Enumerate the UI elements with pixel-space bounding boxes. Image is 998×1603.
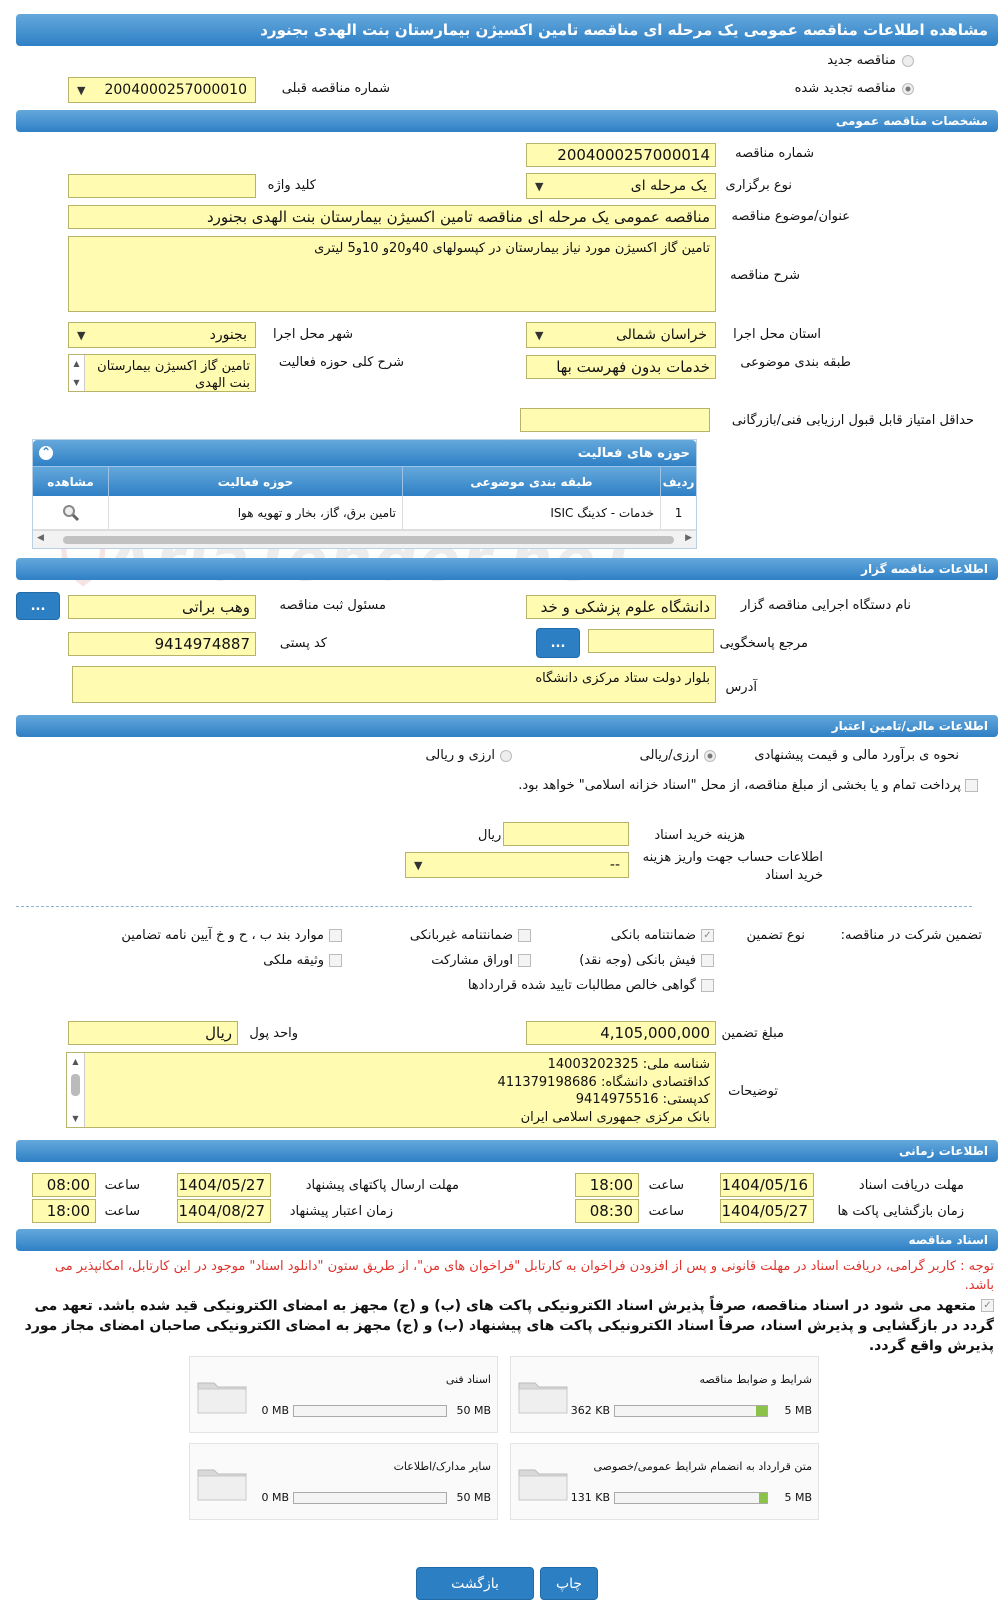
postal-code-label: کد پستی [279,636,327,651]
valid-date-field [177,1199,271,1223]
document-card[interactable] [189,1356,498,1433]
scroll-right-icon[interactable]: ▶ [685,533,692,543]
notes-line: شناسه ملی: 14003202325 [547,1057,710,1072]
docs-section-header [16,1229,998,1251]
property-checkbox[interactable] [329,954,342,967]
tender-number-value: 2004000257000014 [557,146,710,164]
row-number: 1 [660,496,696,529]
document-size-fill [759,1493,767,1503]
time-label: ساعت [104,1178,140,1193]
new-tender-radio[interactable] [902,55,914,67]
activity-desc-label: شرح کلی حوزه فعالیت [278,355,404,370]
document-name: متن قرارداد به انضمام شرایط عمومی/خصوصی [593,1460,812,1473]
time-label: ساعت [648,1204,684,1219]
clauses-label: موارد بند ب ، ح و خ آیین نامه تضامین [121,928,324,943]
bonds-checkbox[interactable] [518,954,531,967]
page-title [16,14,998,46]
collapse-icon[interactable]: ⌃ [40,445,52,459]
folder-icon [196,1462,248,1506]
col-field: حوزه فعالیت [108,467,402,496]
activities-grid-title: حوزه های فعالیت [577,445,690,461]
scroll-down-icon[interactable]: ▼ [73,378,80,387]
guarantee-amount-value: 4,105,000,000 [600,1024,710,1042]
timing-section-title: اطلاعات زمانی [899,1144,988,1158]
reference-label: مرجع پاسخگویی [719,636,808,651]
option-rial[interactable] [640,748,716,763]
back-label: بازگشت [451,1575,499,1592]
address-label: آدرس [725,680,757,695]
tender-type-select[interactable] [526,173,716,199]
notes-line: کدپستی: 9414975516 [575,1092,710,1107]
guarantee-amount-label: مبلغ تضمین [721,1026,784,1041]
nonbank-guarantee-label: ضمانتنامه غیربانکی [409,928,513,943]
estimate-label: نحوه ی برآورد مالی و قیمت پیشنهادی [754,748,959,763]
open-date-field [720,1199,814,1223]
activity-desc-field[interactable] [68,354,256,392]
receive-time-value: 18:00 [589,1176,633,1194]
scroll-up-icon[interactable]: ▲ [73,359,80,368]
category-label: طبقه بندی موضوعی [740,355,851,370]
tender-type-value: یک مرحله ای [630,178,707,194]
city-label: شهر محل اجرا [273,327,353,342]
city-select[interactable] [68,322,256,348]
rial-label: ارزی/ریالی [639,748,699,763]
cash-checkbox[interactable] [701,954,714,967]
tender-type-label: نوع برگزاری [725,178,792,193]
renewed-tender-label: مناقصه تجدید شده [794,81,896,96]
chevron-down-icon: ▼ [77,83,86,97]
time-label: ساعت [104,1204,140,1219]
prev-number-value: 2004000257000010 [104,82,247,98]
guarantee-type-label: نوع تضمین [746,928,805,943]
document-max-size: 5 MB [784,1404,812,1417]
responsible-label: مسئول ثبت مناقصه [279,598,386,613]
finance-section-header [16,715,998,737]
keyword-label: کلید واژه [267,178,316,193]
print-button[interactable] [540,1567,598,1600]
activities-columns [33,466,696,496]
doc-fee-label: هزینه خرید اسناد [654,828,745,843]
currency-label: واحد پول [249,1026,298,1041]
document-card[interactable] [510,1356,819,1433]
scroll-left-icon[interactable]: ◀ [37,533,44,543]
document-max-size: 50 MB [456,1491,491,1504]
folder-icon [196,1375,248,1419]
reference-lookup-button[interactable] [536,628,580,658]
scroll-up-icon[interactable]: ▲ [72,1057,79,1066]
general-section-header [16,110,998,132]
fx-radio[interactable] [500,750,512,762]
address-value: بلوار دولت ستاد مرکزی دانشگاه [535,671,710,686]
city-value: بجنورد [209,327,247,343]
view-icon[interactable] [33,496,108,529]
organizer-name-label: نام دستگاه اجرایی مناقصه گزار [740,598,911,613]
open-time-field [575,1199,639,1223]
description-field [68,236,716,312]
notes-line: کداقتصادی دانشگاه: 411379198686 [497,1074,710,1090]
currency-value: ریال [205,1024,232,1042]
valid-time-value: 18:00 [46,1202,90,1220]
tender-number-label: شماره مناقصه [735,146,814,161]
treasury-option[interactable] [518,777,978,795]
reference-field [588,629,714,653]
document-name: شرایط و ضوابط مناقصه [699,1373,812,1386]
table-row [33,496,696,530]
treasury-text: پرداخت تمام و یا بخشی از مبلغ مناقصه، از محل "اسناد خزانه اسلامی" خواهد بود. [518,778,961,793]
bonds-option[interactable] [431,953,531,968]
account-select[interactable] [405,852,629,878]
document-max-size: 5 MB [784,1491,812,1504]
category-field [526,355,716,379]
organizer-section-header [16,558,998,580]
clauses-checkbox[interactable] [329,929,342,942]
print-label: چاپ [555,1575,583,1592]
receive-date-value: 1404/05/16 [721,1176,808,1194]
validity-label: زمان اعتبار پیشنهاد [289,1204,393,1219]
docs-section-title: اسناد مناقصه [908,1233,988,1247]
organizer-section-title: اطلاعات مناقصه گزار [861,562,988,576]
opening-time-label: زمان بازگشایی پاکت ها [837,1204,964,1219]
notes-line: بانک مرکزی جمهوری اسلامی ایران [520,1109,710,1125]
send-date-field [177,1173,271,1197]
option-fx[interactable] [425,748,512,763]
organizer-name-value: دانشگاه علوم پزشکی و خد [540,598,710,616]
document-size-bar [293,1492,447,1504]
notes-field[interactable] [66,1052,716,1128]
renewed-tender-radio[interactable] [902,83,914,95]
row-field: تامین برق، گاز، بخار و تهویه هوا [108,496,402,529]
description-value: تامین گاز اکسیژن مورد نیاز بیمارستان در کپسولهای 40و20و 10و5 لیتری [314,241,710,256]
prev-number-label: شماره مناقصه قبلی [281,81,390,96]
scroll-thumb[interactable] [71,1074,80,1096]
cash-option[interactable] [579,953,714,968]
property-option[interactable] [263,953,342,968]
send-time-field [32,1173,96,1197]
document-card[interactable] [510,1443,819,1520]
horizontal-scrollbar[interactable] [33,530,696,548]
province-select[interactable] [526,322,716,348]
send-time-value: 08:00 [46,1176,90,1194]
keyword-field[interactable] [68,174,256,198]
docs-note: توجه : کاربر گرامی، دریافت اسناد در مهلت قانونی و پس از افزودن فراخوان به کارتابل "فراخوان های من"، از طریق ستون "دانلود اسناد" موجود در این کارتابل، امکانپذیر می باشد. [54,1259,994,1293]
commit-text [24,1296,994,1356]
open-time-value: 08:30 [589,1202,633,1220]
responsible-field [68,595,256,619]
document-size: 362 KB [570,1404,610,1417]
chevron-down-icon: ▼ [535,179,544,193]
activity-desc-value: تامین گاز اکسیژن بیمارستان بنت الهدی [97,359,250,391]
organizer-name-field [526,595,716,619]
doc-fee-field [503,822,629,846]
postal-code-value: 9414974887 [154,635,250,653]
responsible-lookup-button[interactable] [16,592,60,620]
new-tender-option[interactable] [827,53,914,68]
send-date-value: 1404/05/27 [178,1176,265,1194]
nonbank-guarantee-option[interactable] [410,928,531,943]
responsible-lookup-label: ... [30,598,46,614]
document-name: سایر مدارک/اطلاعات [393,1460,491,1473]
nonbank-guarantee-checkbox[interactable] [518,929,531,942]
valid-date-value: 1404/08/27 [178,1202,265,1220]
province-label: استان محل اجرا [733,327,821,342]
guarantee-amount-field [526,1021,716,1045]
reference-lookup-label: ... [550,635,566,651]
open-date-value: 1404/05/27 [721,1202,808,1220]
doc-fee-unit: ریال [478,828,502,843]
fx-label: ارزی و ریالی [425,748,495,763]
new-tender-label: مناقصه جدید [827,53,896,68]
document-size-bar [614,1492,768,1504]
folder-icon [517,1462,569,1506]
chevron-down-icon: ▼ [414,858,423,872]
treasury-checkbox[interactable] [965,779,978,792]
document-size: 0 MB [261,1491,289,1504]
send-deadline-label: مهلت ارسال پاکتهای پیشنهاد [305,1178,459,1193]
description-label: شرح مناقصه [730,268,800,283]
folder-icon [517,1375,569,1419]
receive-time-field [575,1173,639,1197]
claims-option[interactable] [468,978,714,993]
subject-field [68,205,716,229]
min-score-label: حداقل امتیاز قابل قبول ارزیابی فنی/بازرگانی [731,413,974,428]
timing-section-header [16,1140,998,1162]
prev-number-select[interactable] [68,77,256,103]
commit-label: متعهد می شود در اسناد مناقصه، صرفاً پذیرش اسناد الکترونیکی پاکت های (ب) و (ج) مجهز به امضای الکترونیکی قید شده باشد. تعهد می گردد در بازگشایی و پذیرش اسناد، صرفاً اسناد الکترونیکی پاکت های پیشنهاد (ب) و (ج) مجهز به امضای الکترونیکی صاحبان امضای مجاز مورد پذیرش واقع گردد. [24,1298,994,1354]
bank-guarantee-checkbox[interactable]: ✓ [701,929,714,942]
finance-section-title: اطلاعات مالی/تامین اعتبار [831,719,988,733]
scroll-thumb[interactable] [63,536,674,544]
page-title-text: مشاهده اطلاعات مناقصه عمومی یک مرحله ای مناقصه تامین اکسیژن بیمارستان بنت الهدی بجنورد [260,21,988,39]
chevron-down-icon: ▼ [535,328,544,342]
row-category: خدمات - کدینگ ISIC [402,496,660,529]
document-size-bar [614,1405,768,1417]
tender-number-field [526,143,716,167]
account-label: اطلاعات حساب جهت واریز هزینه خرید اسناد [642,850,823,883]
cash-label: فیش بانکی (وجه نقد) [579,953,696,968]
bank-guarantee-label: ضمانتنامه بانکی [610,928,696,943]
min-score-field [520,408,710,432]
col-category: طبقه بندی موضوعی [402,467,660,496]
account-value: -- [609,857,620,873]
subject-label: عنوان/موضوع مناقصه [731,209,850,224]
col-row: ردیف [660,467,696,496]
bonds-label: اوراق مشارکت [431,953,513,968]
currency-field [68,1021,238,1045]
back-button[interactable] [416,1567,534,1600]
claims-checkbox[interactable] [701,979,714,992]
address-field [72,666,716,703]
responsible-value: وهب براتی [182,598,250,616]
property-label: وثیقه ملکی [263,953,324,968]
general-section-title: مشخصات مناقصه عمومی [835,114,988,128]
clauses-option[interactable] [121,928,342,943]
document-name: اسناد فنی [445,1373,491,1386]
notes-scrollbar[interactable] [67,1053,85,1127]
receive-deadline-label: مهلت دریافت اسناد [858,1178,964,1193]
col-view: مشاهده [47,474,94,489]
category-value: خدمات بدون فهرست بها [556,358,710,376]
bank-guarantee-option[interactable] [611,928,714,943]
commit-checkbox[interactable]: ✓ [981,1299,994,1312]
document-card[interactable] [189,1443,498,1520]
document-max-size: 50 MB [456,1404,491,1417]
province-value: خراسان شمالی [615,327,707,343]
scroll-down-icon[interactable]: ▼ [72,1113,79,1123]
guarantee-title: تضمین شرکت در مناقصه: [840,928,982,943]
section-divider [16,906,972,907]
postal-code-field [68,632,256,656]
document-size: 131 KB [570,1491,610,1504]
document-size-bar [293,1405,447,1417]
document-size: 0 MB [261,1404,289,1417]
activity-desc-scrollbar[interactable] [69,355,85,391]
activities-grid [32,439,697,549]
claims-label: گواهی خالص مطالبات تایید شده قراردادها [467,978,696,993]
activities-grid-header [33,440,696,466]
chevron-down-icon: ▼ [77,328,86,342]
subject-value: مناقصه عمومی یک مرحله ای مناقصه تامین اکسیژن بیمارستان بنت الهدی بجنورد [206,208,710,226]
time-label: ساعت [648,1178,684,1193]
renewed-tender-option[interactable] [795,81,914,96]
valid-time-field [32,1199,96,1223]
notes-label: توضیحات [728,1084,778,1099]
rial-radio[interactable] [704,750,716,762]
document-size-fill [756,1406,767,1416]
receive-date-field [720,1173,814,1197]
